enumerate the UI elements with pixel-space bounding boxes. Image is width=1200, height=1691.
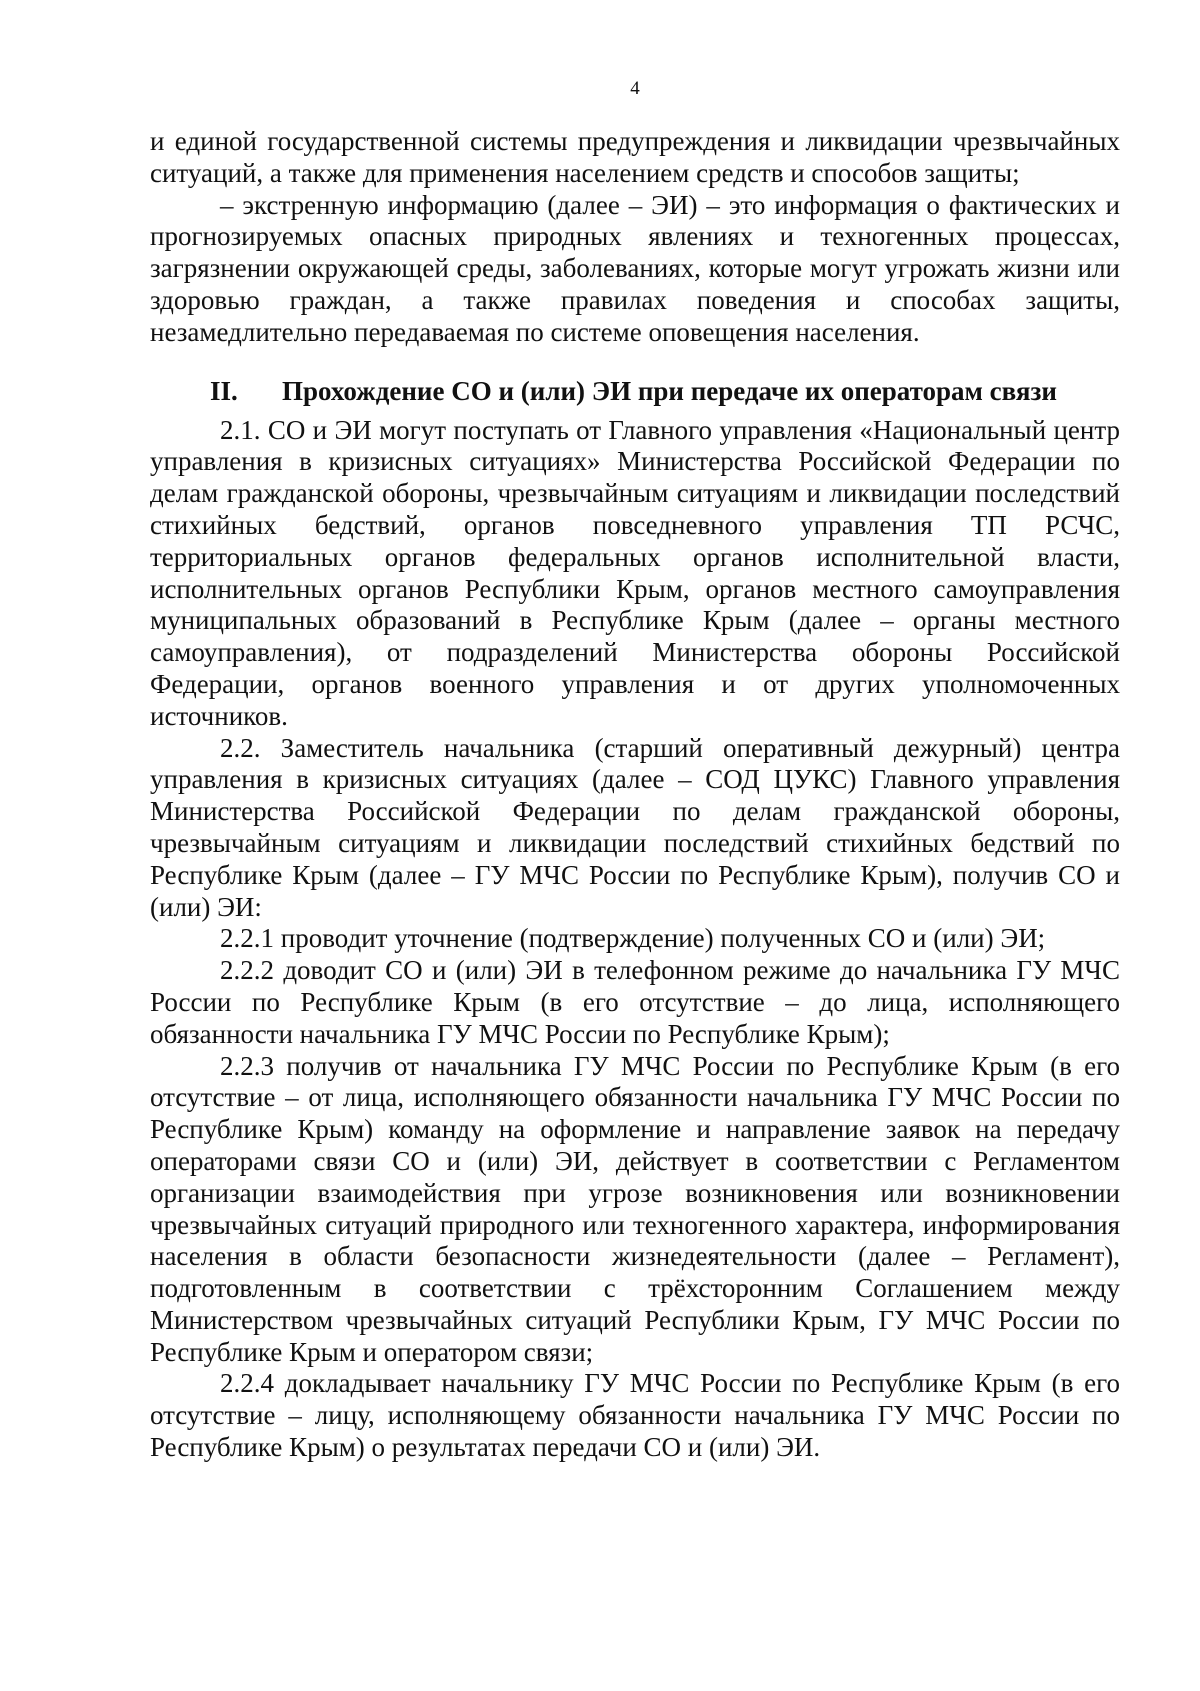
page-number: 4 xyxy=(630,78,640,99)
section-number: II. xyxy=(210,375,238,406)
section-heading xyxy=(150,375,1120,407)
section-title: Прохождение СО и (или) ЭИ при передаче их операторам связи xyxy=(282,375,1057,406)
paragraph-continuation: и единой государственной системы предупреждения и ликвидации чрезвычайных ситуаций, а также для применения населением средств и способов защиты; xyxy=(150,126,1120,188)
clause-2-2: 2.2. Заместитель начальника (старший оперативный дежурный) центра управления в кризисных ситуациях (далее – СОД ЦУКС) Главного управления Министерства Российской Федерации по делам гражданской обороны, чрезвычайным ситуациям и ликвидации последствий стихийных бедствий по Республике Крым (далее – ГУ МЧС России по Республике Крым), получив СО и (или) ЭИ: xyxy=(150,732,1120,922)
document-body xyxy=(150,126,1120,1464)
clause-2-2-2: 2.2.2 доводит СО и (или) ЭИ в телефонном режиме до начальника ГУ МЧС России по Республике Крым (в его отсутствие – до лица, исполняющего обязанности начальника ГУ МЧС России по Республике Крым); xyxy=(150,955,1120,1049)
clause-2-2-1: 2.2.1 проводит уточнение (подтверждение) полученных СО и (или) ЭИ; xyxy=(220,923,1046,954)
clause-2-2-4: 2.2.4 докладывает начальнику ГУ МЧС России по Республике Крым (в его отсутствие – лицу, исполняющему обязанности начальника ГУ МЧС России по Республике Крым) о результатах передачи СО и (или) ЭИ. xyxy=(150,1368,1120,1463)
clause-2-2-3: 2.2.3 получив от начальника ГУ МЧС России по Республике Крым (в его отсутствие – от лица, исполняющего обязанности начальника ГУ МЧС России по Республике Крым) команду на оформление и направление заявок на передачу операторами связи СО и (или) ЭИ, действует в соответствии с Регламентом организации взаимодействия при угрозе возникновения или возникновении чрезвычайных ситуаций природного или техногенного характера, информирования населения в области безопасности жизнедеятельности (далее – Регламент), подготовленным в соответствии с трёхсторонним Соглашением между Министерством чрезвычайных ситуаций Республики Крым, ГУ МЧС России по Республике Крым и оператором связи; xyxy=(150,1050,1120,1367)
paragraph-emergency-info-definition: – экстренную информацию (далее – ЭИ) – это информация о фактических и прогнозируемых опасных природных явлениях и техногенных процессах, загрязнении окружающей среды, заболеваниях, которые могут угрожать жизни или здоровью граждан, а также правилах поведения и способах защиты, незамедлительно передаваемая по системе оповещения населения. xyxy=(150,189,1120,347)
clause-2-1: 2.1. СО и ЭИ могут поступать от Главного управления «Национальный центр управления в кризисных ситуациях» Министерства Российской Федерации по делам гражданской обороны, чрезвычайным ситуациям и ликвидации последствий стихийных бедствий, органов повседневного управления ТП РСЧС, территориальных органов федеральных органов исполнительной власти, исполнительных органов Республики Крым, органов местного самоуправления муниципальных образований в Республике Крым (далее – органы местного самоуправления), от подразделений Министерства обороны Российской Федерации, органов военного управления и от других уполномоченных источников. xyxy=(150,414,1120,731)
